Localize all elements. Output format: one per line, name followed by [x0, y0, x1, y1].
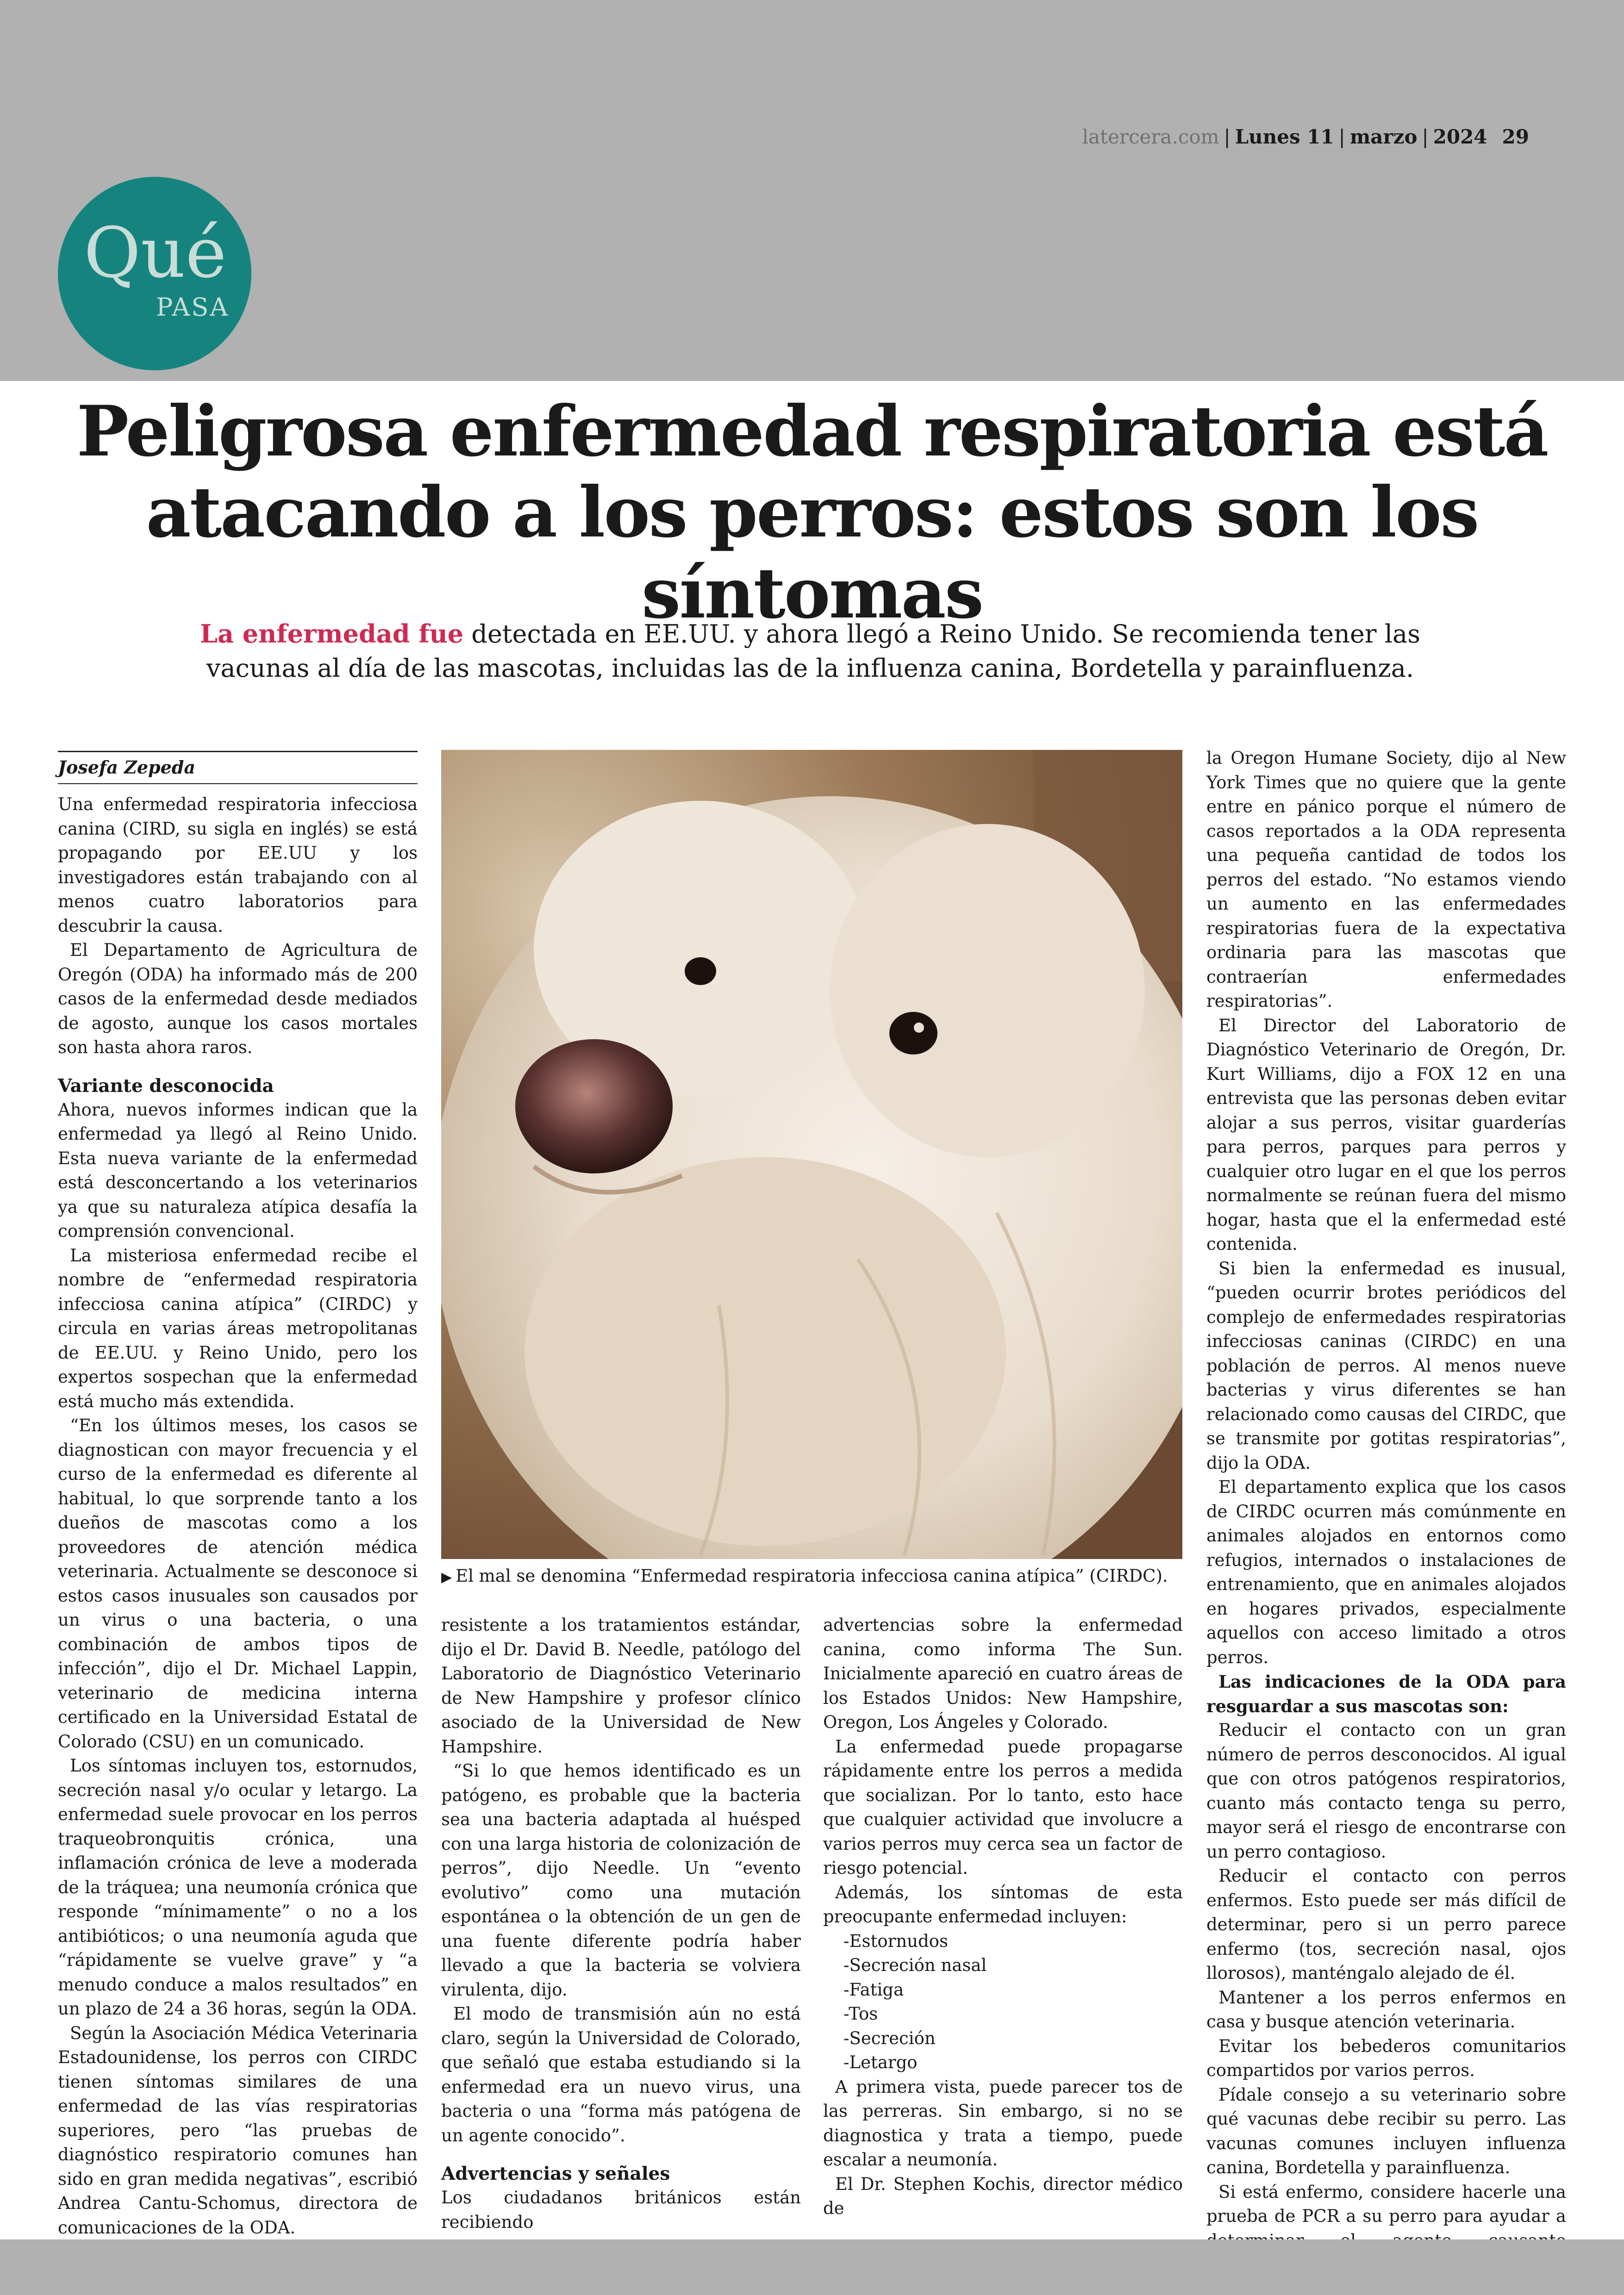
page-folio: latercera.com | Lunes 11 | marzo | 2024 29: [1082, 125, 1529, 148]
article-column-3: [823, 1613, 1183, 2221]
paragraph: Mantener a los perros enfermos en casa y busque atención veterinaria.: [1206, 1987, 1566, 2032]
symptom-item: -Estornudos: [843, 1931, 948, 1951]
caption-text: El mal se denomina “Enfermedad respiratoria infecciosa canina atípica” (CIRDC).: [456, 1566, 1168, 1586]
symptom-item: -Secreción nasal: [843, 1955, 987, 1975]
paragraph: La misteriosa enfermedad recibe el nombre de “enfermedad respiratoria infecciosa canina atípica” (CIRDC) y circula en varias áreas metropolitanas de EE.UU. y Reino Unido, pero los expertos sospechan que la enfermedad está mucho más extendida.: [58, 1245, 418, 1411]
paragraph: resistente a los tratamientos estándar, dijo el Dr. David B. Needle, patólogo del Laboratorio de Diagnóstico Veterinario de New Hampshire y profesor clínico asociado de la Universidad de New Hampshire.: [441, 1615, 801, 1757]
paragraph: Los ciudadanos británicos están recibiendo: [441, 2188, 801, 2232]
subheading-advertencias: Advertencias y señales: [441, 2163, 670, 2184]
symptom-item: -Tos: [843, 2004, 878, 2024]
paragraph: El modo de transmisión aún no está claro, según la Universidad de Colorado, que señaló que estaba estudiando si la enfermedad era un nuevo virus, una bacteria o una “forma más patógena de un agente conocido”.: [441, 2004, 801, 2145]
paragraph: Según la Asociación Médica Veterinaria Estadounidense, los perros con CIRDC tienen síntomas similares de una enfermedad de las vías respiratorias superiores, pero “las pruebas de diagnóstico respiratorio comunes han sido en gran medida negativas”, escribió Andrea Cantu-Schomus, directora de comunicaciones de la ODA.: [58, 2023, 418, 2238]
paragraph: advertencias sobre la enfermedad canina, como informa The Sun. Inicialmente apareció en cuatro áreas de los Estados Unidos: New Hampshire, Oregon, Los Ángeles y Colorado.: [823, 1615, 1183, 1732]
paragraph: la Oregon Humane Society, dijo al New York Times que no quiere que la gente entre en pánico porque el número de casos reportados a la ODA representa una pequeña cantidad de todos los perros del estado. “No estamos viendo un aumento en las enfermedades respiratorias fuera de la expectativa ordinaria para las mascotas que contraerían enfermedades respiratorias”.: [1206, 748, 1566, 1011]
article-lede: [176, 617, 1444, 686]
paragraph-final-text: Si está enfermo, considere hacerle una prueba de PCR a su perro para ayudar a: [1206, 2182, 1566, 2226]
paragraph: A primera vista, puede parecer tos de las perreras. Sin embargo, si no se diagnostica y trata a tiempo, puede escalar a neumonía.: [823, 2077, 1183, 2170]
dog-photo: [441, 750, 1182, 1559]
subheading-variante: Variante desconocida: [58, 1075, 274, 1097]
section-logo: [58, 177, 251, 370]
issue-month: marzo: [1349, 125, 1418, 148]
paragraph: Reducir el contacto con perros enfermos. Esto puede ser más difícil de determinar, pero si un perro parece enfermo (tos, secreción nasal, ojos llorosos), manténgalo alejado de él.: [1206, 1866, 1566, 1983]
section-logo-word-que: Qué: [84, 213, 227, 293]
lede-highlight: La enfermedad fue: [200, 619, 464, 649]
paragraph: Pídale consejo a su veterinario sobre qué vacunas debe recibir su perro. Las vacunas comunes incluyen influenza canina, Bordetella y parainfluenza.: [1206, 2084, 1566, 2177]
section-logo-word-pasa: PASA: [156, 293, 230, 322]
paragraph: Los síntomas incluyen tos, estornudos, secreción nasal y/o ocular y letargo. La enfermedad suele provocar en los perros traqueobronquitis crónica, una inflamación crónica de leve a moderada de la tráquea; una neumonía crónica que responde “mínimamente” o no a los antibióticos; o una neumonía aguda que “rápidamente se vuelve grave” y “a menudo conduce a malos resultados” en un plazo de 24 a 36 horas, según la ODA.: [58, 1756, 418, 2019]
byline: Josefa Zepeda: [58, 757, 195, 778]
paragraph: La enfermedad puede propagarse rápidamente entre los perros a medida que socializan. Por lo tanto, esto hace que cualquier actividad que involucre a varios perros muy cerca sea un factor de riesgo potencial.: [823, 1736, 1183, 1878]
caption-arrow-icon: ▶: [441, 1569, 452, 1585]
paragraph: El Dr. Stephen Kochis, director médico de: [823, 2174, 1183, 2218]
paragraph: Evitar los bebederos comunitarios compartidos por varios perros.: [1206, 2036, 1566, 2080]
issue-weekday: Lunes 11: [1235, 125, 1334, 148]
issue-year: 2024: [1433, 125, 1487, 148]
paragraph: Además, los síntomas de esta preocupante enfermedad incluyen:: [823, 1882, 1183, 1927]
dog-photo-illustration: [441, 750, 1182, 1559]
article-column-4: [1206, 746, 1566, 2277]
symptom-item: -Letargo: [843, 2052, 918, 2072]
site-name[interactable]: latercera.com: [1082, 125, 1219, 148]
photo-caption: [441, 1565, 1205, 1589]
byline-rule-bottom: [58, 783, 418, 784]
byline-rule-top: [58, 751, 418, 752]
symptom-item: -Fatiga: [843, 1979, 904, 2000]
paragraph: El Director del Laboratorio de Diagnóstico Veterinario de Oregón, Dr. Kurt Williams, dijo a FOX 12 en una entrevista que las personas deben evitar alojar a sus perros, visitar guarderías para perros, parques para perros y cualquier otro lugar en el que los perros normalmente se reúnan fuera del mismo hogar, hasta que el la enfermedad esté contenida.: [1206, 1015, 1566, 1254]
article-column-2: [441, 1613, 801, 2234]
footer-band: [0, 2239, 1624, 2295]
paragraph: Ahora, nuevos informes indican que la enfermedad ya llegó al Reino Unido. Esta nueva variante de la enfermedad está desconcertando a los veterinarios ya que su naturaleza atípica desafía la comprensión convencional.: [58, 1099, 418, 1241]
subheading-indicaciones: Las indicaciones de la ODA para resguardar a sus mascotas son:: [1206, 1671, 1566, 1716]
symptom-item: -Secreción: [843, 2028, 936, 2048]
paragraph: El Departamento de Agricultura de Oregón (ODA) ha informado más de 200 casos de la enfermedad desde mediados de agosto, aunque los casos mortales son hasta ahora raros.: [58, 940, 418, 1057]
header-band: [0, 0, 1624, 381]
paragraph: Si bien la enfermedad es inusual, “pueden ocurrir brotes periódicos del complejo de enfermedades respiratorias infecciosas caninas (CIRDC) en una población de perros. Al menos nueve bacterias y virus diferentes se han relacionado como causas del CIRDC, que se transmite por gotitas respiratorias”, dijo la ODA.: [1206, 1258, 1566, 1473]
paragraph: Reducir el contacto con un gran número de perros desconocidos. Al igual que con otros patógenos respiratorios, cuanto más contacto tenga su perro, mayor será el riesgo de encontrarse con un perro contagioso.: [1206, 1720, 1566, 1862]
paragraph: “En los últimos meses, los casos se diagnostican con mayor frecuencia y el curso de la enfermedad es diferente al habitual, lo que sorprende tanto a los dueños de mascotas como a los proveedores de atención médica veterinaria. Actualmente se desconoce si estos casos inusuales son causados por un virus o una bacteria, o una combinación de ambos tipos de infección”, dijo el Dr. Michael Lappin, veterinario de medicina interna certificado en la Universidad Estatal de Colorado (CSU) en un comunicado.: [58, 1416, 418, 1752]
lede-text: detectada en EE.UU. y ahora llegó a Reino Unido. Se recomienda tener las vacunas al día de las mascotas, incluidas las de la influenza canina, Bordetella y parainfluenza.: [206, 619, 1420, 683]
paragraph: “Si lo que hemos identificado es un patógeno, es probable que la bacteria sea una bacteria adaptada al huésped con una larga historia de colonización de perros”, dijo Needle. Un “evento evolutivo” como una mutación espontánea o la obtención de un gen de una fuente diferente podría haber llevado a que la bacteria se volviera virulenta, dijo.: [441, 1761, 801, 2000]
paragraph: Una enfermedad respiratoria infecciosa canina (CIRD, su sigla en inglés) se está propagando por EE.UU y los investigadores están trabajando con al menos cuatro laboratorios para descubrir la causa.: [58, 794, 418, 936]
paragraph: El departamento explica que los casos de CIRDC ocurren más comúnmente en animales alojados en entornos como refugios, internados o instalaciones de entrenamiento, que en animales alojados en hogares privados, especialmente aquellos con acceso limitado a otros perros.: [1206, 1477, 1566, 1667]
article-column-1: [58, 792, 418, 2289]
article-headline: Peligrosa enfermedad respiratoria está atacando a los perros: estos son los síntomas: [76, 391, 1548, 634]
page-number: 29: [1502, 125, 1529, 148]
